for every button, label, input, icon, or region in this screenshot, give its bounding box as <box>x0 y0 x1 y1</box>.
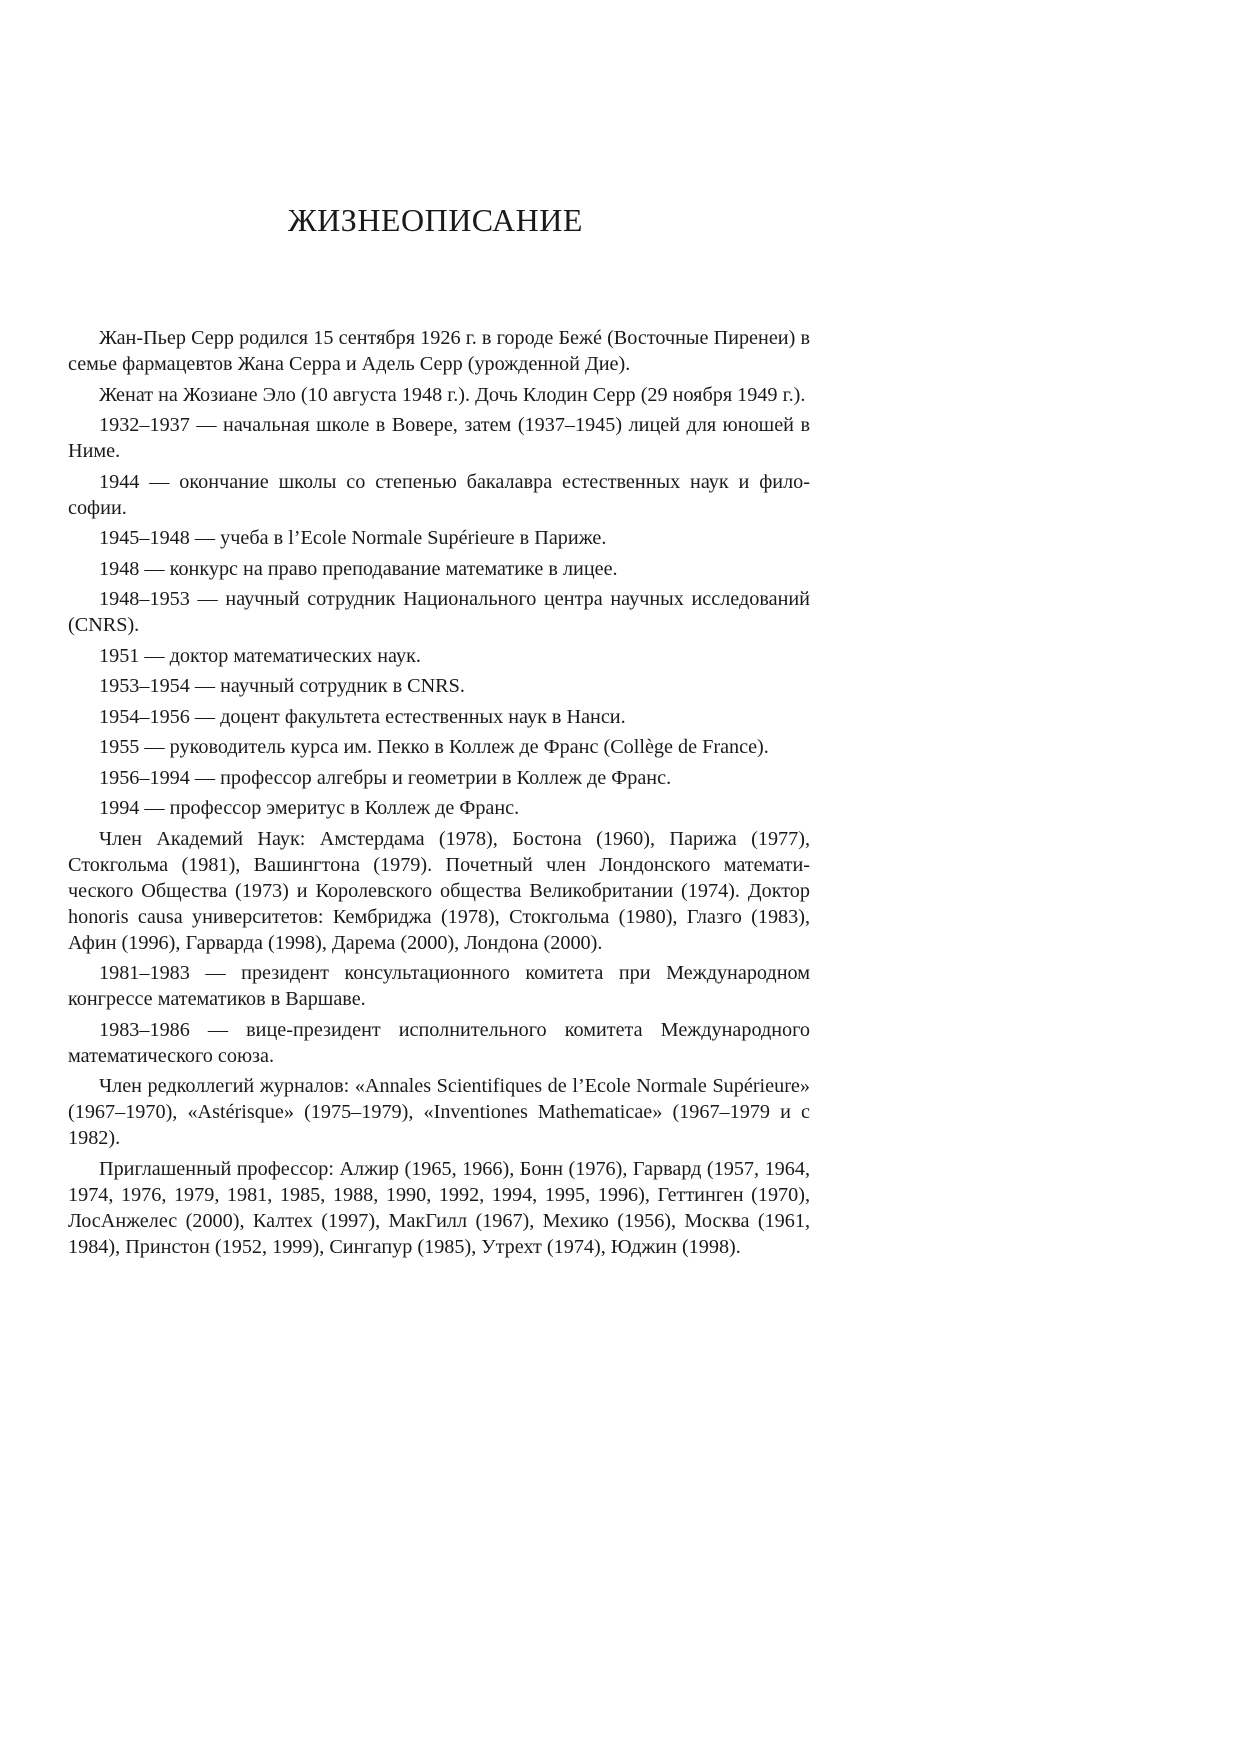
paragraph-cnrs-1948: 1948–1953 — научный сотрудник Национального центра научных исследований (CNRS). <box>68 588 810 636</box>
paragraph-peccot: 1955 — руководитель курса им. Пекко в Коллеж де Франс (Collège de France). <box>99 736 769 758</box>
paragraph-birth: Жан-Пьер Серр родился 15 сентября 1926 г. в городе Бежé (Восточные Пиренеи) в семье фармацевтов Жана Серра и Адель Серр (урожденной Дие). <box>68 327 810 375</box>
paragraph-professor: 1956–1994 — профессор алгебры и геометрии в Коллеж де Франс. <box>99 766 672 789</box>
biography-text <box>68 325 810 1264</box>
paragraph-cnrs-1953: 1953–1954 — научный сотрудник в CNRS. <box>99 675 465 697</box>
paragraph-visiting: Приглашенный профессор: Алжир (1965, 1966), Бонн (1976), Гарвард (1957, 1964, 1974, 1976, 1979, 1981, 1985, 1988, 1990, 1992, 1994, 1995, 1996), Геттинген (1970), ЛосАнжелес (2000), Калтех (1997), МакГилл (1967), Мехико (1956), Москва (1961, 1984), Принстон (1952, 1999), Сингапур (1985), Утрехт (1974), Юджин (1998). <box>68 1157 810 1258</box>
paragraph-ens: 1945–1948 — учеба в l’Ecole Normale Supérieure в Париже. <box>99 527 607 549</box>
paragraph-academies: Член Академий Наук: Амстердама (1978), Бостона (1960), Парижа (1977), Стокгольма (1981), Вашингтона (1979). Почетный член Лондонского математического Общества (1973) и Королевского общества Великобритании (1974). Доктор honoris causa университетов: Кембриджа (1978), Стокгольма (1980), Глазго (1983), Афин (1996), Гарварда (1998), Дарема (2000), Лондона (2000). <box>68 827 810 954</box>
paragraph-editorial: Член редколлегий журналов: «Annales Scientifiques de l’Ecole Normale Supérieure» (1967–1970), «Astérisque» (1975–1979), «Inventiones Mathematicae» (1967–1979 и с 1982). <box>68 1075 810 1149</box>
paragraph-family: Женат на Жозиане Эло (10 августа 1948 г.). Дочь Клодин Серр (29 ноября 1949 г.). <box>99 383 806 406</box>
paragraph-agregation: 1948 — конкурс на право преподавание математике в лицее. <box>99 557 618 580</box>
paragraph-emeritus: 1994 — профессор эмеритус в Коллеж де Франс. <box>99 797 520 819</box>
paragraph-congress: 1981–1983 — президент консультационного комитета при Международном конгрессе математиков в Варшаве. <box>68 962 810 1010</box>
paragraph-nancy: 1954–1956 — доцент факультета естественных наук в Нанси. <box>99 705 626 728</box>
page-title: ЖИЗНЕОПИСАНИЕ <box>288 202 583 238</box>
paragraph-doctorate: 1951 — доктор математических наук. <box>99 644 421 667</box>
paragraph-baccalaureate: 1944 — окончание школы со степенью бакалавра естественных наук и философии. <box>68 470 810 519</box>
paragraph-union: 1983–1986 — вице-президент исполнительного комитета Международного математического союза. <box>68 1018 810 1067</box>
paragraph-school: 1932–1937 — начальная школе в Вовере, затем (1937–1945) лицей для юношей в Ниме. <box>68 414 810 462</box>
